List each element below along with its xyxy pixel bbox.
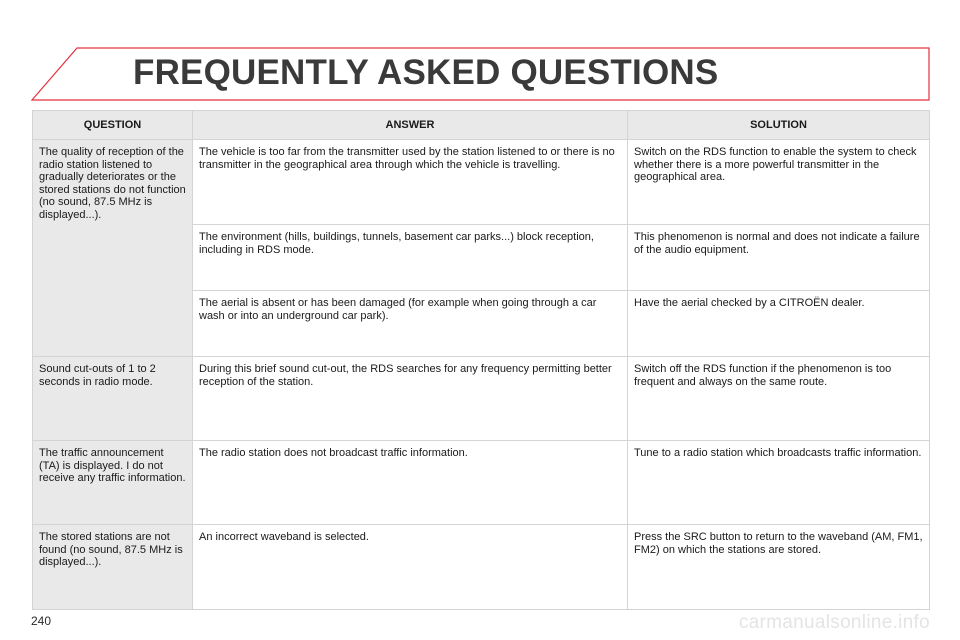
table-row: [33, 441, 930, 525]
watermark-text: carmanualsonline.info: [738, 612, 930, 633]
table-row: [33, 140, 930, 225]
column-header-answer: ANSWER: [193, 111, 628, 140]
answer-cell: The radio station does not broadcast traffic information.: [193, 441, 628, 525]
solution-cell: Switch on the RDS function to enable the system to check whether there is a more powerful transmitter in the geographical area.: [628, 140, 930, 225]
question-cell: Sound cut-outs of 1 to 2 seconds in radio mode.: [33, 357, 193, 441]
question-cell: The stored stations are not found (no sound, 87.5 MHz is displayed...).: [33, 525, 193, 610]
table-row: [33, 525, 930, 610]
question-cell: The quality of reception of the radio station listened to gradually deteriorates or the stored stations do not function (no sound, 87.5 MHz is displayed...).: [33, 140, 193, 357]
column-header-solution: SOLUTION: [628, 111, 930, 140]
page-title: FREQUENTLY ASKED QUESTIONS: [133, 53, 719, 92]
page-number: 240: [31, 614, 52, 628]
answer-cell: The aerial is absent or has been damaged (for example when going through a car wash or into an underground car park).: [193, 291, 628, 357]
solution-cell: Have the aerial checked by a CITROËN dealer.: [628, 291, 930, 357]
table-row: [33, 357, 930, 441]
faq-table: [32, 110, 930, 610]
answer-cell: The vehicle is too far from the transmitter used by the station listened to or there is no transmitter in the geographical area through which the vehicle is travelling.: [193, 140, 628, 225]
table-header-row: [33, 111, 930, 140]
question-cell: The traffic announcement (TA) is displayed. I do not receive any traffic information.: [33, 441, 193, 525]
solution-cell: Press the SRC button to return to the waveband (AM, FM1, FM2) on which the stations are stored.: [628, 525, 930, 610]
solution-cell: This phenomenon is normal and does not indicate a failure of the audio equipment.: [628, 225, 930, 291]
solution-cell: Tune to a radio station which broadcasts traffic information.: [628, 441, 930, 525]
answer-cell: During this brief sound cut-out, the RDS searches for any frequency permitting better reception of the station.: [193, 357, 628, 441]
answer-cell: The environment (hills, buildings, tunnels, basement car parks...) block reception, including in RDS mode.: [193, 225, 628, 291]
column-header-question: QUESTION: [33, 111, 193, 140]
answer-cell: An incorrect waveband is selected.: [193, 525, 628, 610]
solution-cell: Switch off the RDS function if the phenomenon is too frequent and always on the same route.: [628, 357, 930, 441]
